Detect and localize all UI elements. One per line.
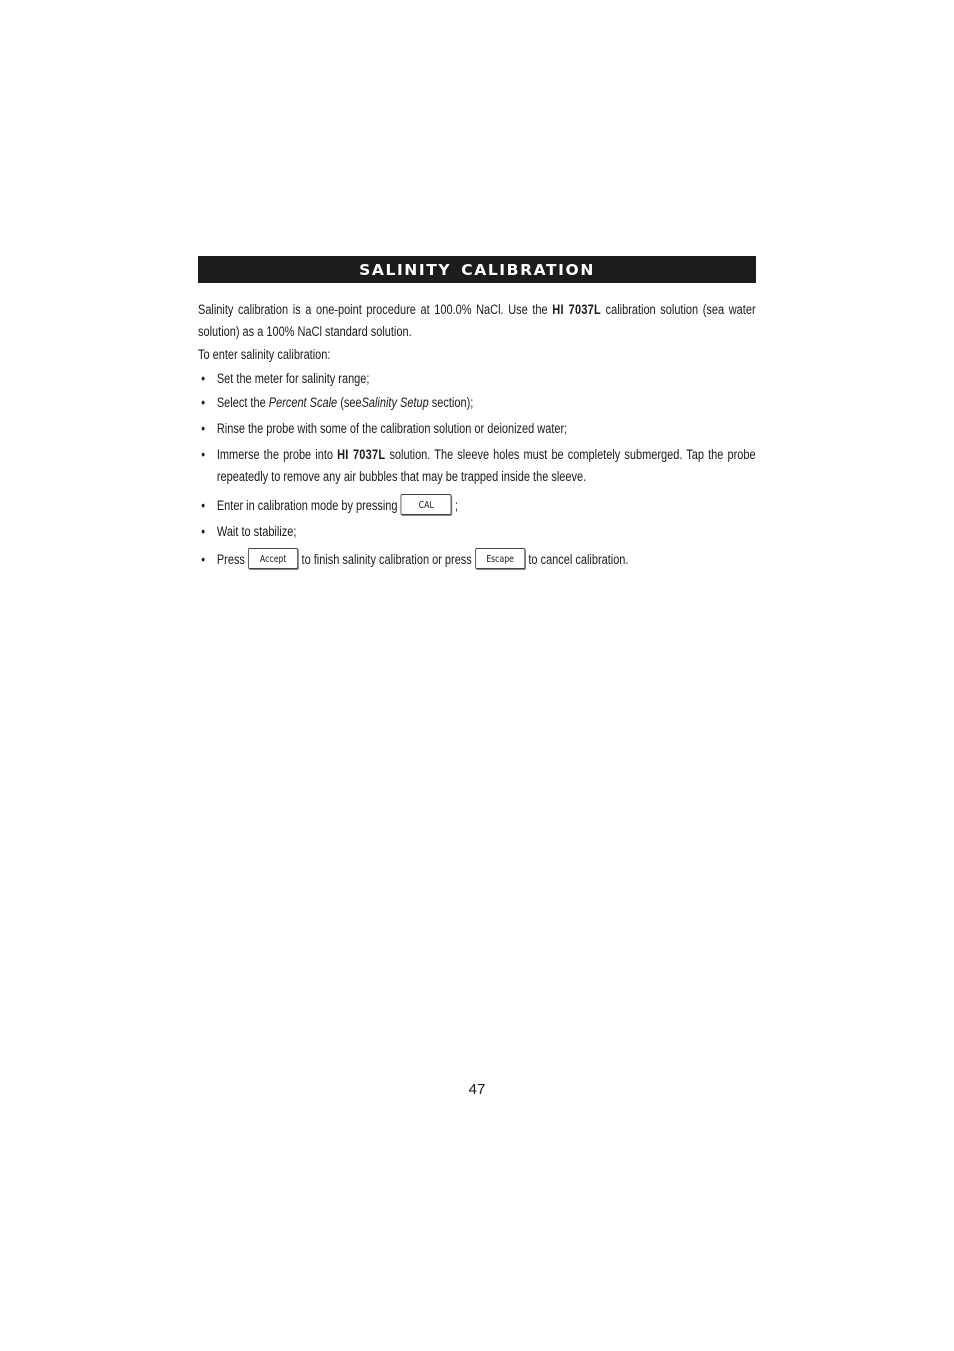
- section-heading-bar: [198, 256, 756, 283]
- intro-text-1: Salinity calibration is a one-point procedure at 100.0% NaCl. Use the: [198, 302, 548, 317]
- step-text: solution. The sleeve holes must be completely submerged. Tap the probe repeatedly to remove any air bubbles that may be trapped inside the sleeve.: [216, 447, 756, 484]
- step-immerse-probe: [198, 444, 756, 488]
- step-text: to finish salinity calibration or press: [301, 552, 472, 567]
- step-text: Press: [216, 552, 245, 567]
- step-text: Wait to stabilize;: [216, 524, 297, 539]
- intro-paragraph: [198, 299, 756, 343]
- step-set-range: [198, 368, 756, 390]
- step-text: Rinse the probe with some of the calibration solution or deionized water;: [216, 421, 568, 436]
- step-text: to cancel calibration.: [528, 552, 629, 567]
- step-text: Select the: [216, 395, 266, 410]
- step-text: Set the meter for salinity range;: [216, 371, 370, 386]
- step-rinse-probe: [198, 418, 756, 440]
- step-accept-or-escape: [198, 549, 756, 571]
- page-number: 47: [468, 1081, 486, 1098]
- step-text: section);: [431, 395, 474, 410]
- step-wait: [198, 521, 756, 543]
- percent-scale-ref: Percent Scale: [268, 395, 338, 410]
- accept-key-button[interactable]: Accept: [248, 548, 298, 569]
- salinity-setup-ref: Salinity Setup: [361, 395, 429, 410]
- step-text: Immerse the probe into: [216, 447, 333, 462]
- step-enter-cal-mode: [198, 495, 756, 517]
- step-select-scale: [198, 392, 756, 414]
- step-text: Enter in calibration mode by pressing: [216, 498, 398, 513]
- body-text: [198, 299, 756, 571]
- section-title: SALINITY CALIBRATION: [359, 260, 595, 279]
- step-text: ;: [454, 498, 458, 513]
- page-content: [198, 256, 756, 571]
- cal-key-button[interactable]: CAL: [401, 494, 452, 515]
- intro-text-2: calibration solution (sea water solution) as a 100% NaCl standard solution.: [198, 302, 756, 339]
- product-code: HI 7037L: [337, 447, 386, 462]
- product-code: HI 7037L: [552, 302, 601, 317]
- escape-key-button[interactable]: Escape: [475, 548, 525, 569]
- lead-in-text: To enter salinity calibration:: [198, 347, 331, 362]
- step-text: (see: [340, 395, 362, 410]
- steps-list: [198, 368, 756, 571]
